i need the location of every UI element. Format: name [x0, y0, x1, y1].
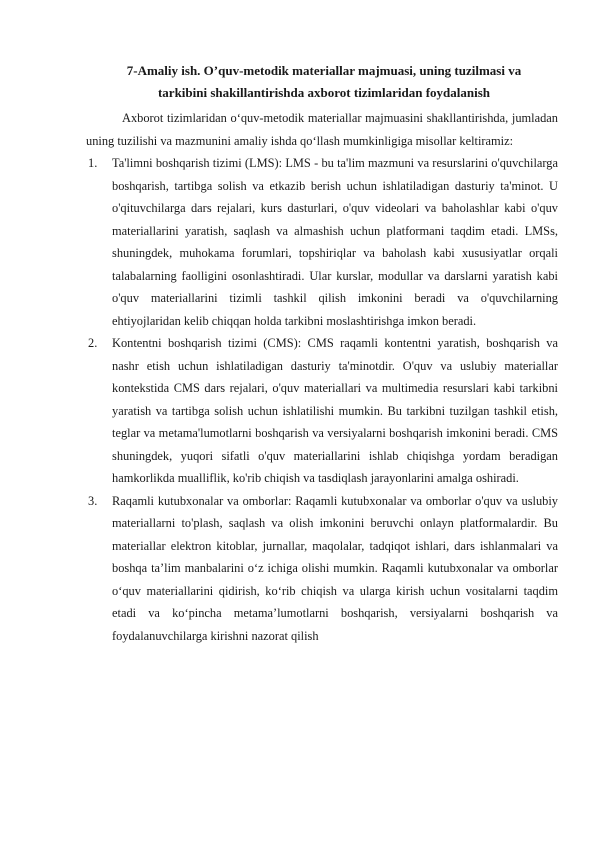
list-item: [86, 152, 558, 332]
intro-paragraph: Axborot tizimlaridan o‘quv-metodik materiallar majmuasini shakllantirishda, jumladan uning tuzilishi va mazmunini amaliy ishda qo‘llash mumkinligiga misollar keltiramiz:: [86, 111, 558, 148]
list-item-text: Ta'limni boshqarish tizimi (LMS): LMS - bu ta'lim mazmuni va resurslarini o'quvchilarga boshqarish, tartibga solish va etkazib berish uchun ishlatiladigan dasturiy ta'minot. U o'qituvchilarga dars rejalari, kurs dasturlari, o'quv videolari va baholashlar kabi o'quv materiallarini yaratish, saqlash va almashish uchun platformani taqdim etadi. LMSs, shuningdek, muhokama forumlari, topshiriqlar va baholash kabi xususiyatlar orqali talabalarning faolligini osonlashtiradi. Ular kurslar, modullar va darslarni yaratish kabi o'quv materiallarini tizimli tashkil qilish imkonini beradi va o'quvchilarning ehtiyojlaridan kelib chiqqan holda tarkibni moslashtirishga imkon beradi.: [112, 156, 558, 328]
title-line-2: tarkibini shakillantirishda axborot tizimlaridan foydalanish: [157, 85, 491, 100]
document-page: [86, 60, 558, 647]
list-item: [86, 332, 558, 490]
list-item-number: 3.: [88, 493, 98, 508]
list-item-number: 2.: [88, 336, 98, 350]
list-item-text: Kontentni boshqarish tizimi (CMS): CMS raqamli kontentni yaratish, boshqarish va nashr etish uchun ishlatiladigan dasturiy ta'minotdir. O'quv va uslubiy materiallar kontekstida CMS dars rejalari, o'quv materiallari va multimedia resurslari kabi tarkibni yaratish va tartibga solish uchun ishlatilishi mumkin. Bu tarkibni tuzilgan tashkil etish, teglar va metama'lumotlarni boshqarish va versiyalarni boshqarish imkonini beradi. CMS shuningdek, yuqori sifatli o'quv materiallarini ishlab chiqishga yordam beradigan hamkorlikda mualliflik, ko'rib chiqish va tasdiqlash jarayonlarini amalga oshiradi.: [112, 336, 558, 485]
title-line-1: 7-Amaliy ish. O’quv-metodik materiallar majmuasi, uning tuzilmasi va: [126, 63, 522, 78]
list-item-text: Raqamli kutubxonalar va omborlar: Raqamli kutubxonalar va omborlar o'quv va uslubiy materiallarni to'plash, saqlash va olish imkonini beruvchi onlayn platformalardir. Bu materiallar elektron kitoblar, jurnallar, maqolalar, tadqiqot ishlari, dars ishlanmalari va boshqa ta’lim manbalarini o‘z ichiga olishi mumkin. Raqamli kutubxonalar va omborlar o‘quv materiallarini qidirish, ko‘rib chiqish va ularga kirish uchun vositalarni taqdim etadi va ko‘pincha metama’lumotlarni boshqarish, versiyalarni boshqarish va foydalanuvchilarga kirishni nazorat qilish: [112, 493, 558, 643]
numbered-list: [86, 152, 558, 647]
document-title: [86, 60, 558, 104]
list-item: [86, 490, 558, 648]
list-item-number: 1.: [88, 156, 98, 170]
